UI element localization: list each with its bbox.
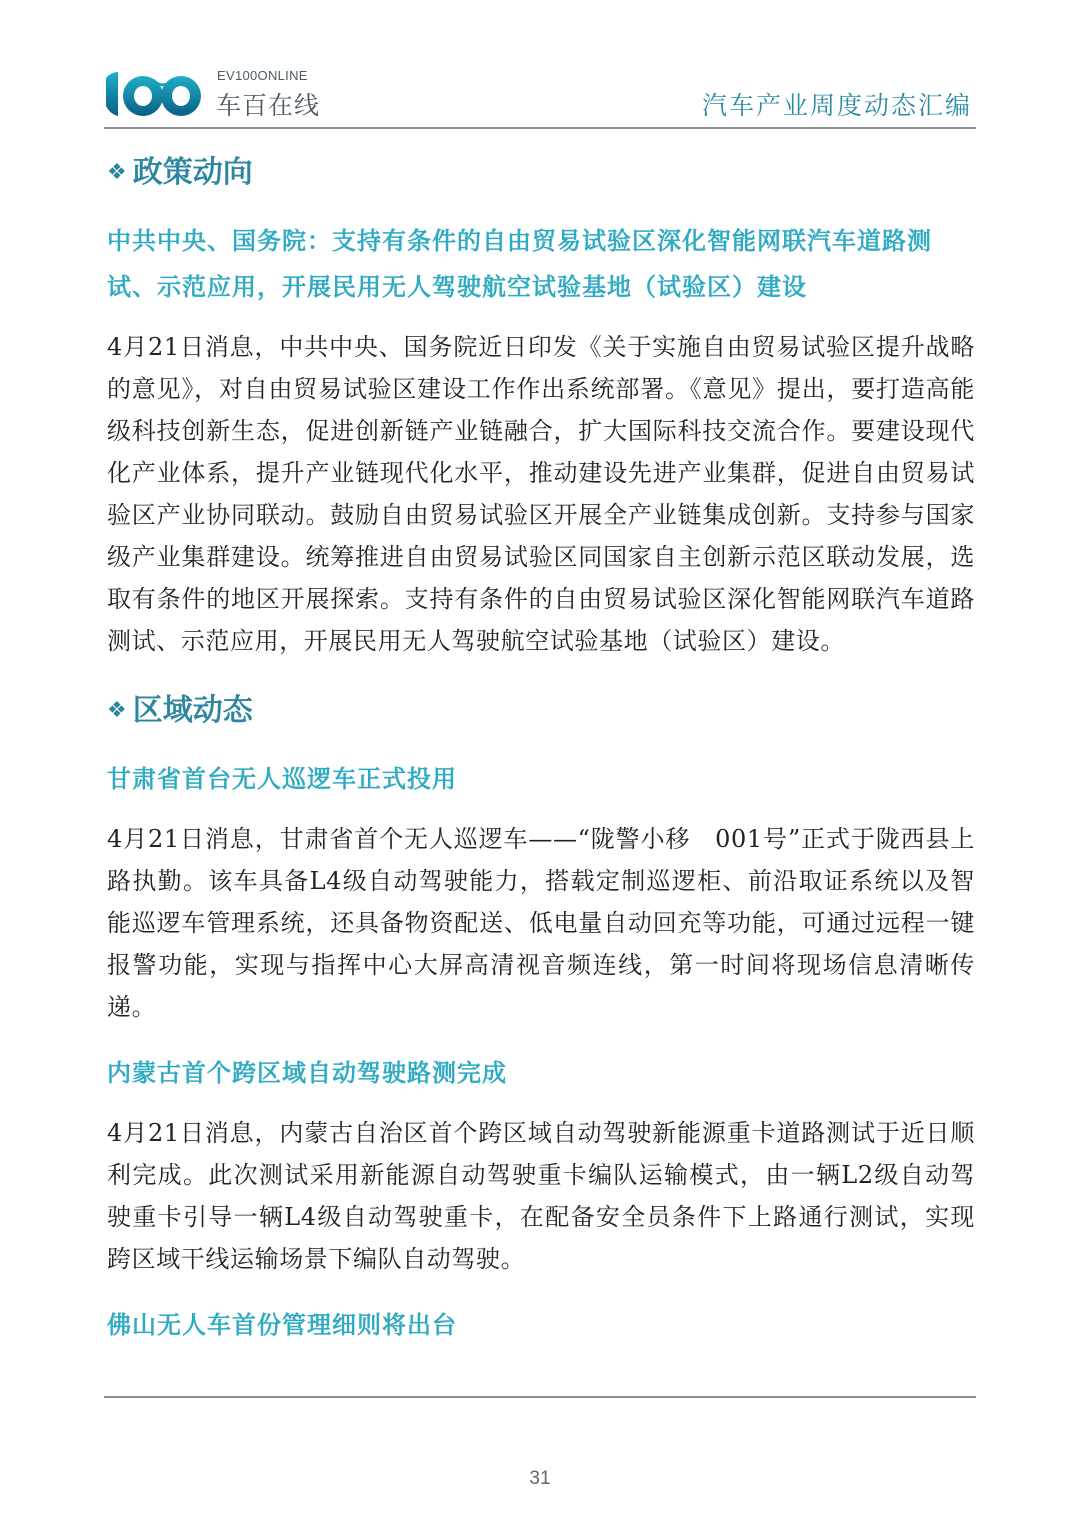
page-number: 31 [529, 1468, 551, 1489]
article-title: 内蒙古首个跨区域自动驾驶路测完成 [107, 1059, 507, 1087]
logo-chinese-text: 车百在线 [216, 91, 321, 120]
section-heading-regional [107, 684, 975, 738]
article-title: 甘肃省首台无人巡逻车正式投用 [107, 765, 457, 793]
diamond-bullet-icon: ❖ [107, 698, 127, 723]
header-divider [104, 127, 976, 129]
page-header [0, 0, 1080, 130]
page-content [107, 146, 975, 1364]
ev100-logo [103, 66, 323, 122]
section-heading-label: 区域动态 [132, 693, 253, 728]
article-title: 中共中央、国务院：支持有条件的自由贸易试验区深化智能网联汽车道路测试、示范应用，开展民用无人驾驶航空试验基地（试验区）建设 [107, 227, 932, 301]
footer-divider [104, 1396, 976, 1398]
article-title: 佛山无人车首份管理细则将出台 [107, 1311, 457, 1339]
article-body: 4月21日消息，中共中央、国务院近日印发《关于实施自由贸易试验区提升战略的意见》，对自由贸易试验区建设工作作出系统部署。《意见》提出，要打造高能级科技创新生态，促进创新链产业链融合，扩大国际科技交流合作。要建设现代化产业体系，提升产业链现代化水平，推动建设先进产业集群，促进自由贸易试验区产业协同联动。鼓励自由贸易试验区开展全产业链集成创新。支持参与国家级产业集群建设。统筹推进自由贸易试验区同国家自主创新示范区联动发展，选取有条件的地区开展探索。支持有条件的自由贸易试验区深化智能网联汽车道路测试、示范应用，开展民用无人驾驶航空试验基地（试验区）建设。 [107, 333, 975, 655]
diamond-bullet-icon: ❖ [107, 160, 127, 185]
article-body: 4月21日消息，甘肃省首个无人巡逻车——“陇警小移 001号”正式于陇西县上路执勤。该车具备L4级自动驾驶能力，搭载定制巡逻柜、前沿取证系统以及智能巡逻车管理系统，还具备物资配送、低电量自动回充等功能，可通过远程一键报警功能，实现与指挥中心大屏高清视音频连线，第一时间将现场信息清晰传递。 [107, 825, 975, 1021]
ev100-logo-icon [103, 66, 215, 122]
section-heading-policy [107, 146, 975, 200]
section-heading-label: 政策动向 [132, 155, 253, 190]
logo-english-text: EV100ONLINE [217, 68, 308, 83]
publication-title: 汽车产业周度动态汇编 [701, 91, 972, 120]
article-body: 4月21日消息，内蒙古自治区首个跨区域自动驾驶新能源重卡道路测试于近日顺利完成。此次测试采用新能源自动驾驶重卡编队运输模式，由一辆L2级自动驾驶重卡引导一辆L4级自动驾驶重卡，在配备安全员条件下上路通行测试，实现跨区域干线运输场景下编队自动驾驶。 [107, 1119, 975, 1273]
